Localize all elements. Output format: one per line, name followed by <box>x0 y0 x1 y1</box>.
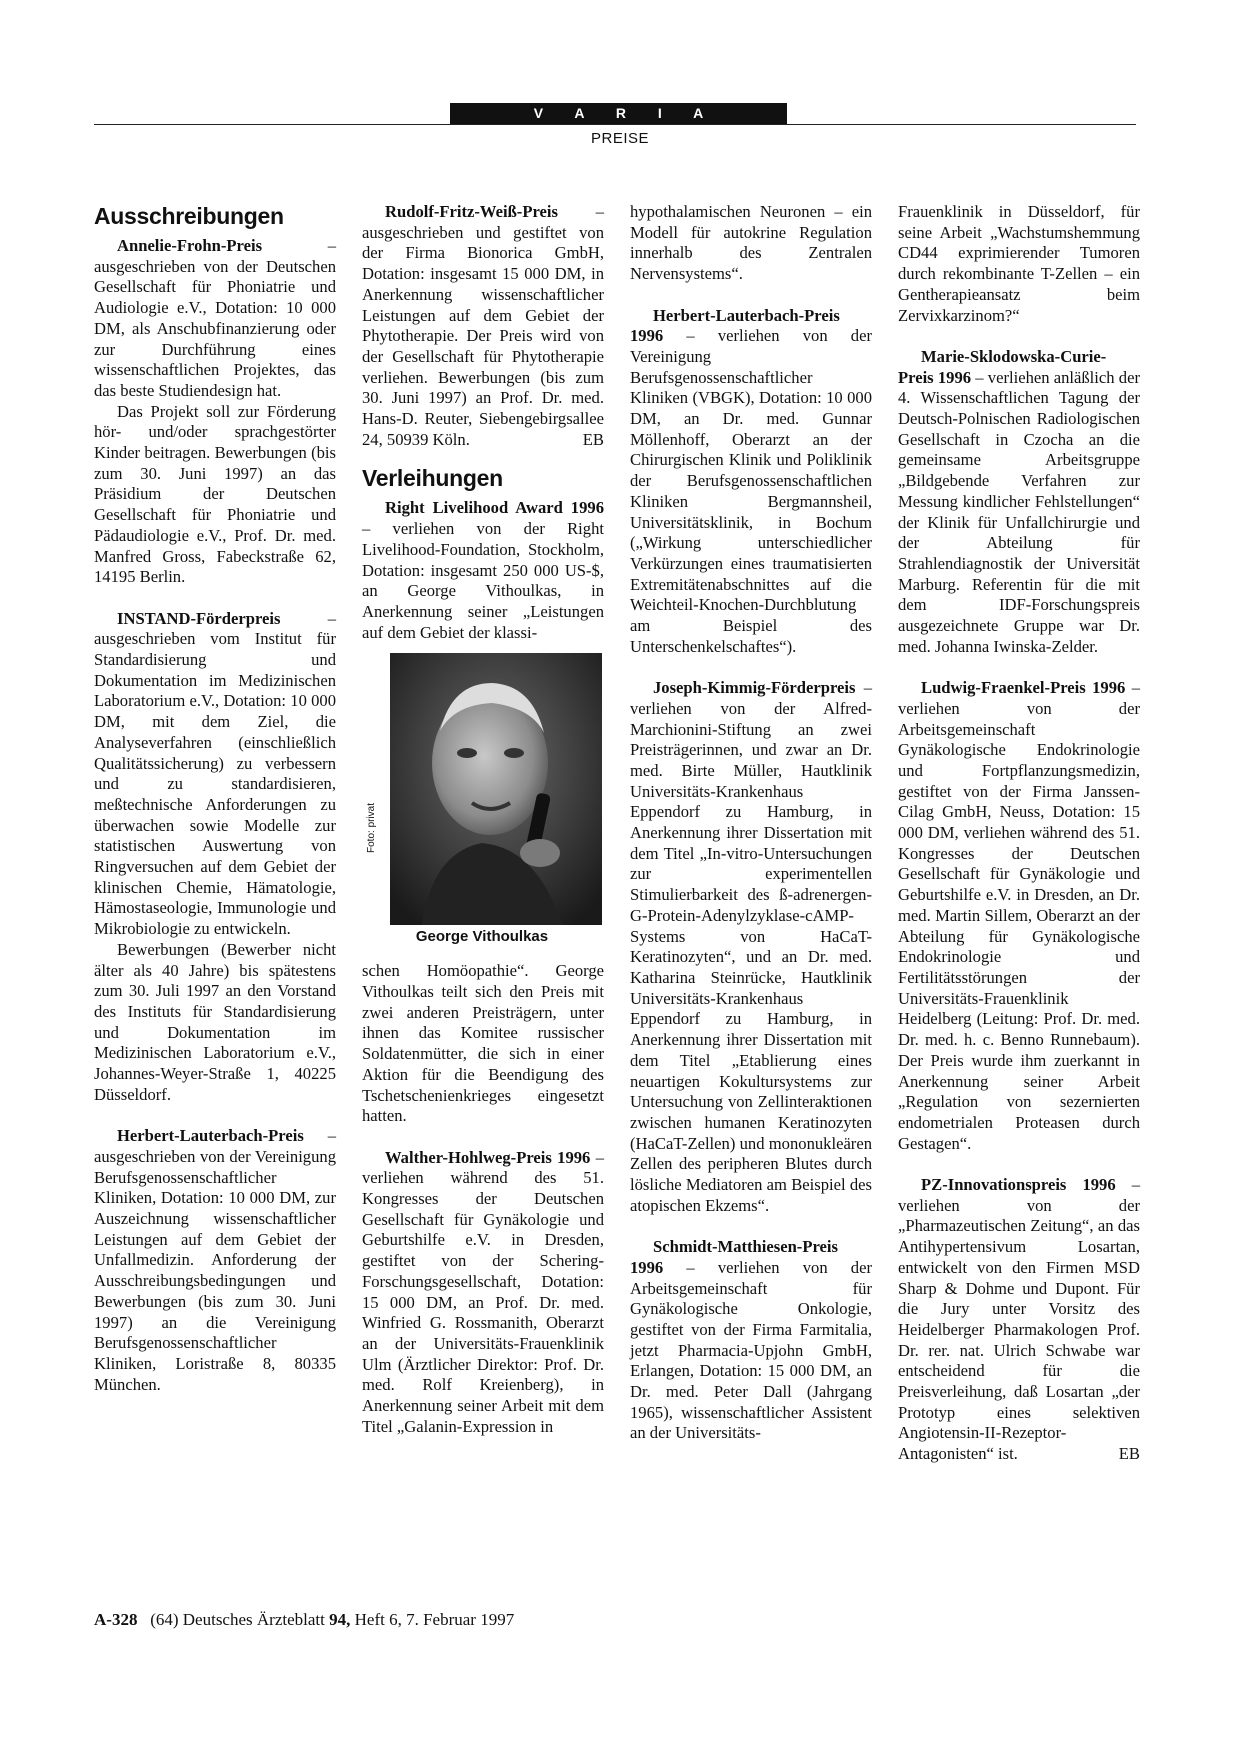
paragraph: Schmidt-Matthiesen-Preis 1996 – verliehen von der Arbeitsgemeinschaft für Gynäkologische Onkologie, gestiftet von der Firma Farmitalia, jetzt Pharmacia-Upjohn GmbH, Erlangen, Dotation: 15 000 DM, an Dr. med. Peter Dall (Jahrgang 1965), wissenschaftlicher Assistent an der Universitäts- <box>630 1237 872 1443</box>
prize-title: Right Livelihood Award 1996 <box>385 498 604 518</box>
portrait-photo <box>362 653 602 953</box>
author-signature: EB <box>582 429 604 449</box>
paragraph: schen Homöopathie“. George Vithoulkas teilt sich den Preis mit zwei anderen Preisträgern, unter ihnen das Komitee russischer Soldatenmütter, die sich in einer Aktion für die Beendigung des Tschetschenienkrieges eingesetzt hatten. <box>362 961 604 1126</box>
prize-title: Joseph-Kimmig-Förderpreis <box>653 678 856 698</box>
journal-issue: Heft 6, 7. Februar 1997 <box>350 1610 515 1629</box>
paragraph: INSTAND-Förderpreis – ausgeschrieben vom Institut für Standardisierung und Dokumentation im Medizinischen Laboratorium e.V., Dotation: 10 000 DM, mit dem Ziel, die Analyseverfahren (einschließlich Qualitätssicherung) zu verbessern und zu standardisieren, meßtechnische Anforderungen zu überwachen sowie Modelle zur statistischen Auswertung von Ringversuchen auf dem Gebiet der klinischen Chemie, Hämatologie, Hämostaseologie, Immunologie und Mikrobiologie zu entwickeln. <box>94 608 336 939</box>
column-1 <box>94 202 336 1395</box>
portrait-image <box>362 653 602 925</box>
paragraph: Bewerbungen (Bewerber nicht älter als 40 Jahre) bis spätestens zum 30. Juli 1997 an den Vorstand des Instituts für Standardisierung und Dokumentation im Medizinischen Laboratorium e.V., Johannes-Weyer-Straße 1, 40225 Düsseldorf. <box>94 939 336 1104</box>
prize-title: Schmidt-Matthiesen-Preis 1996 <box>630 1237 838 1277</box>
paragraph: Frauenklinik in Düsseldorf, für seine Arbeit „Wachstumshemmung CD44 exprimierender Tumoren durch rekombinante T-Zellen – ein Gentherapieansatz beim Zervixkarzinom?“ <box>898 202 1140 325</box>
prize-title: PZ-Innovationspreis 1996 <box>921 1175 1116 1194</box>
paragraph: Joseph-Kimmig-Förderpreis – verliehen von der Alfred-Marchionini-Stiftung an zwei Preisträgerinnen, und zwar an Dr. med. Birte Müller, Hautklinik Universitäts-Krankenhaus Eppendorf zu Hamburg, in Anerkennung ihrer Dissertation mit dem Titel „In-vitro-Untersuchungen zur experimentellen Stimulierbarkeit des ß-adrenergen-G-Protein-Adenylzyklase-cAMP-Systems von HaCaT-Keratinozyten“, und an Dr. med. Katharina Steinrücke, Hautklinik Universitäts-Krankenhaus Eppendorf zu Hamburg, in Anerkennung ihrer Dissertation mit dem Titel „Etablierung eines neuartigen Kokultursystems zur Untersuchung von Zellinteraktionen zwischen humanen Keratinozyten (HaCaT-Zellen) und mononukleären Zellen des peripheren Blutes durch lösliche Mediatoren am Beispiel des atopischen Ekzems“. <box>630 678 872 1215</box>
column-4 <box>898 202 1140 1465</box>
column-3 <box>630 202 872 1444</box>
page-footer <box>94 1610 514 1630</box>
prize-title: Herbert-Lauterbach-Preis <box>117 1126 304 1146</box>
journal-volume: 94, <box>329 1610 351 1629</box>
section-label: V A R I A <box>450 103 787 124</box>
photo-credit: Foto: privat <box>366 803 377 854</box>
prize-title: Rudolf-Fritz-Weiß-Preis <box>385 202 558 221</box>
prize-title: Walther-Hohlweg-Preis 1996 <box>385 1147 591 1167</box>
paragraph: PZ-Innovationspreis 1996 – verliehen von der „Pharmazeutischen Zeitung“, an das Antihypertensivum Losartan, entwickelt von den Firmen MSD Sharp & Dohme und Dupont. Für die Jury unter Vorsitz des Heidelberger Pharmakologen Prof. Dr. rer. nat. Ulrich Schwabe war entscheidend für die Preisverleihung, daß Losartan „der Prototyp eines selektiven Angiotensin-II-Rezeptor-Antagonisten“ ist. EB <box>898 1175 1140 1464</box>
subsection-label: PREISE <box>590 130 650 147</box>
paragraph: Rudolf-Fritz-Weiß-Preis – ausgeschrieben und gestiftet von der Firma Bionorica GmbH, Dotation: insgesamt 15 000 DM, in Anerkennung wissenschaftlicher Leistungen auf dem Gebiet der Phytotherapie. Der Preis wird von der Gesellschaft für Phytotherapie verliehen. Bewerbungen (bis zum 30. Juni 1997) an Prof. Dr. med. Hans-D. Reuter, Siebengebirgsallee 24, 50939 Köln. EB <box>362 202 604 449</box>
journal-ref: (64) Deutsches Ärzteblatt <box>150 1610 330 1629</box>
paragraph: Herbert-Lauterbach-Preis 1996 – verliehen von der Vereinigung Berufsgenossenschaftlicher Kliniken (VBGK), Dotation: 10 000 DM, an Dr. med. Gunnar Möllenhoff, Oberarzt an der Chirurgischen Klinik und Poliklinik der Berufsgenossenschaftlichen Kliniken Bergmannsheil, Universitätsklinik, in Bochum („Wirkung unterschiedlicher Verkürzungen eines traumatisierten Extremitätenabschnittes auf die Weichteil-Knochen-Durchblutung am Beispiel des Unterschenkelschaftes“). <box>630 305 872 656</box>
paragraph: Herbert-Lauterbach-Preis – ausgeschrieben von der Vereinigung Berufsgenossenschaftlicher Kliniken, Dotation: 10 000 DM, zur Auszeichnung wissenschaftlicher Leistungen auf dem Gebiet der Unfallmedizin. Anforderung der Ausschreibungsbedingungen und Bewerbungen (bis zum 30. Juni 1997) an die Vereinigung Berufsgenossenschaftlicher Kliniken, Loristraße 8, 80335 München. <box>94 1126 336 1394</box>
prize-title: Marie-Sklodowska-Curie-Preis 1996 <box>898 346 1107 387</box>
column-2 <box>362 202 604 1438</box>
heading-verleihungen: Verleihungen <box>362 465 503 492</box>
paragraph: Das Projekt soll zur Förderung hör- und/oder sprachgestörter Kinder beitragen. Bewerbungen (bis zum 30. Juni 1997) an das Präsidium der Deutschen Gesellschaft für Phoniatrie und Pädaudiologie e.V., Prof. Dr. med. Manfred Gross, Fabeckstraße 62, 14195 Berlin. <box>94 401 336 587</box>
paragraph: Walther-Hohlweg-Preis 1996 – verliehen während des 51. Kongresses der Deutschen Gesellschaft für Gynäkologie und Geburtshilfe e.V. in Dresden, gestiftet von der Schering-Forschungsgesellschaft, Dotation: 15 000 DM, an Prof. Dr. med. Winfried G. Rossmanith, Oberarzt an der Universitäts-Frauenklinik Ulm (Ärztlicher Direktor: Prof. Dr. med. Rolf Kreienberg), in Anerkennung seiner Arbeit mit dem Titel „Galanin-Expression in <box>362 1147 604 1436</box>
prize-title: Herbert-Lauterbach-Preis 1996 <box>630 305 840 346</box>
prize-title: Annelie-Frohn-Preis <box>117 236 263 255</box>
prize-title: Ludwig-Fraenkel-Preis 1996 <box>921 678 1126 698</box>
paragraph: Right Livelihood Award 1996 – verliehen von der Right Livelihood-Foundation, Stockholm, Dotation: insgesamt 250 000 US-$, an George Vithoulkas, in Anerkennung seiner „Leistungen auf dem Gebiet der klassi- <box>362 498 604 642</box>
paragraph: Annelie-Frohn-Preis – ausgeschrieben von der Deutschen Gesellschaft für Phoniatrie und Audiologie e.V., Dotation: 10 000 DM, als Anschubfinanzierung oder zur Durchführung eines wissenschaftlichen Projektes, das das beste Studiendesign hat. <box>94 236 336 400</box>
prize-title: INSTAND-Förderpreis <box>117 608 281 628</box>
paragraph: hypothalamischen Neuronen – ein Modell für autokrine Regulation innerhalb des Zentralen Nervensystems“. <box>630 202 872 284</box>
paragraph: Marie-Sklodowska-Curie-Preis 1996 – verliehen anläßlich der 4. Wissenschaftlichen Tagung der Deutsch-Polnischen Radiologischen Gesellschaft in Czocha an die gemeinsame Arbeitsgruppe „Bildgebende Verfahren zur Messung kindlicher Fehlstellungen“ der Klinik für Unfallchirurgie und der Abteilung für Strahlendiagnostik der Universität Marburg. Referentin für die mit dem IDF-Forschungspreis ausgezeichnete Gruppe war Dr. med. Johanna Iwinska-Zelder. <box>898 346 1140 656</box>
page-number: A-328 <box>94 1610 138 1629</box>
author-signature: EB <box>1118 1444 1140 1464</box>
paragraph: Ludwig-Fraenkel-Preis 1996 – verliehen von der Arbeitsgemeinschaft Gynäkologische Endokrinologie und Fortpflanzungsmedizin, gestiftet von der Firma Janssen-Cilag GmbH, Neuss, Dotation: 15 000 DM, verliehen während des 51. Kongresses der Deutschen Gesellschaft für Gynäkologie und Geburtshilfe e.V. in Dresden, an Dr. med. Martin Sillem, Oberarzt an der Abteilung für Gynäkologische Endokrinologie und Fertilitätsstörungen der Universitäts-Frauenklinik Heidelberg (Leitung: Prof. Dr. med. Dr. med. h. c. Benno Runnebaum). Der Preis wurde ihm zuerkannt in Anerkennung seiner Arbeit „Regulation von sezernierten endometrialen Proteasen durch Gestagen“. <box>898 678 1140 1153</box>
photo-caption: George Vithoulkas <box>415 928 549 946</box>
heading-ausschreibungen: Ausschreibungen <box>94 203 284 229</box>
header-rule <box>94 124 1136 125</box>
